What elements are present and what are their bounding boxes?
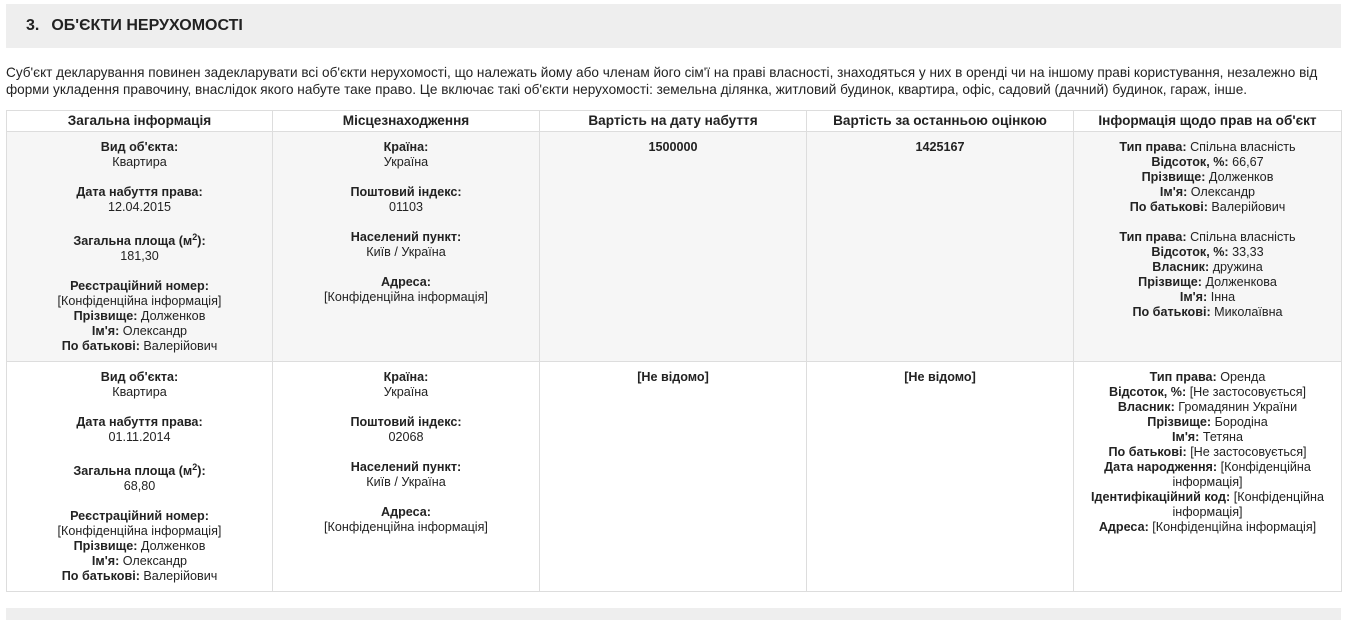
surname-label: Прізвище: [1147, 415, 1212, 429]
patronymic-value: Валерійович [1211, 200, 1286, 214]
postcode-label: Поштовий індекс: [350, 415, 462, 429]
surname-label: Прізвище: [1138, 275, 1202, 289]
next-section-header [6, 608, 1341, 620]
owner-value: Громадянин України [1178, 400, 1298, 414]
share-value: 33,33 [1232, 245, 1264, 259]
surname-value: Долженкова [1205, 275, 1277, 289]
address-label: Адреса: [381, 505, 431, 519]
name-value: Олександр [1190, 185, 1256, 199]
cost-acquisition-cell [540, 362, 807, 592]
locality-value: Київ / Україна [366, 475, 446, 489]
right-type-label: Тип права: [1119, 230, 1187, 244]
postcode-value: 02068 [388, 430, 424, 444]
acq-date-label: Дата набуття права: [76, 185, 203, 199]
col-rights-info: Інформація щодо прав на об'єкт [1074, 111, 1342, 132]
patronymic-value: Валерійович [143, 569, 218, 584]
patronymic-value: Валерійович [143, 339, 218, 354]
reg-number-value: [Конфіденційна інформація] [57, 524, 222, 539]
owner-label: Власник: [1117, 400, 1175, 414]
reg-number-label: Реєстраційний номер: [70, 509, 209, 524]
location-cell [273, 132, 540, 362]
country-value: Україна [383, 385, 429, 399]
postcode-value: 01103 [388, 200, 424, 214]
share-label: Відсоток, %: [1108, 385, 1187, 399]
cost-acquisition-value: [Не відомо] [637, 370, 709, 384]
reg-number-value: [Конфіденційна інформація] [57, 294, 222, 309]
reg-number-label: Реєстраційний номер: [70, 279, 209, 294]
patronymic-label: По батькові: [1108, 445, 1187, 459]
name-label: Ім'я: [91, 554, 120, 569]
rights-cell [1074, 132, 1342, 362]
rights-cell [1074, 362, 1342, 592]
right-entry [1080, 230, 1335, 320]
cost-acquisition-value: 1500000 [648, 140, 698, 154]
name-label: Ім'я: [91, 324, 120, 339]
address-value: [Конфіденційна інформація] [324, 520, 488, 534]
address-value: [Конфіденційна інформація] [324, 290, 488, 304]
right-type-value: Оренда [1220, 370, 1266, 384]
cost-evaluation-cell [807, 362, 1074, 592]
area-value: 181,30 [120, 249, 159, 264]
table-header-row [7, 111, 1342, 132]
general-info-cell [7, 362, 273, 592]
surname-value: Бородіна [1214, 415, 1268, 429]
table-row [7, 132, 1342, 362]
country-value: Україна [383, 155, 429, 169]
right-type-label: Тип права: [1149, 370, 1217, 384]
name-value: Олександр [122, 324, 188, 339]
surname-value: Долженков [140, 539, 206, 554]
name-value: Інна [1210, 290, 1236, 304]
right-entry [1080, 140, 1335, 215]
share-value: 66,67 [1232, 155, 1264, 169]
owner-label: Власник: [1152, 260, 1210, 274]
acq-date-label: Дата набуття права: [76, 415, 203, 429]
surname-value: Долженков [140, 309, 206, 324]
share-label: Відсоток, %: [1151, 155, 1229, 169]
col-location: Місцезнаходження [273, 111, 540, 132]
postcode-label: Поштовий індекс: [350, 185, 462, 199]
right-type-value: Спільна власність [1190, 230, 1296, 244]
acq-date-value: 12.04.2015 [107, 200, 172, 214]
object-type-label: Вид об'єкта: [100, 140, 179, 154]
cost-evaluation-value: [Не відомо] [904, 370, 976, 384]
object-type-label: Вид об'єкта: [100, 370, 179, 384]
section-header [6, 4, 1341, 48]
locality-label: Населений пункт: [350, 460, 462, 474]
object-type-value: Квартира [112, 155, 167, 169]
col-cost-acquisition: Вартість на дату набуття [540, 111, 807, 132]
right-entry [1080, 370, 1335, 535]
location-cell [273, 362, 540, 592]
section-title: ОБ'ЄКТИ НЕРУХОМОСТІ [51, 17, 243, 34]
object-type-value: Квартира [112, 385, 167, 399]
address-value: [Конфіденційна інформація] [1152, 520, 1317, 534]
country-label: Країна: [383, 370, 429, 384]
name-label: Ім'я: [1172, 430, 1200, 444]
birth-date-label: Дата народження: [1104, 460, 1218, 474]
address-label: Адреса: [1098, 520, 1149, 534]
area-label: Загальна площа $(м^2)$: [73, 462, 206, 479]
share-value: [Не застосовується] [1189, 385, 1307, 399]
col-cost-evaluation: Вартість за останньою оцінкою [807, 111, 1074, 132]
area-value: 68,80 [123, 479, 156, 494]
owner-value: дружина [1212, 260, 1263, 274]
locality-label: Населений пункт: [350, 230, 462, 244]
surname-value: Долженков [1208, 170, 1274, 184]
id-code-label: Ідентифікаційний код: [1090, 490, 1231, 504]
cost-evaluation-value: 1425167 [915, 140, 965, 154]
surname-label: Прізвище: [73, 539, 138, 554]
patronymic-label: По батькові: [61, 339, 140, 354]
acq-date-value: 01.11.2014 [108, 430, 171, 444]
general-info-cell [7, 132, 273, 362]
surname-label: Прізвище: [73, 309, 138, 324]
patronymic-label: По батькові: [1129, 200, 1208, 214]
col-general-info: Загальна інформація [7, 111, 273, 132]
right-type-value: Спільна власність [1190, 140, 1296, 154]
patronymic-value: Миколаївна [1214, 305, 1283, 319]
right-type-label: Тип права: [1119, 140, 1187, 154]
country-label: Країна: [383, 140, 429, 154]
patronymic-value: [Не застосовується] [1190, 445, 1307, 459]
area-label: Загальна площа $(м^2)$: [73, 232, 206, 249]
cost-acquisition-cell [540, 132, 807, 362]
patronymic-label: По батькові: [61, 569, 140, 584]
birth-date-value: [Конфіденційна інформація] [1172, 460, 1311, 489]
real-estate-table [6, 110, 1342, 592]
address-label: Адреса: [381, 275, 431, 289]
section-number: 3. [26, 17, 40, 34]
name-label: Ім'я: [1159, 185, 1188, 199]
name-label: Ім'я: [1179, 290, 1208, 304]
locality-value: Київ / Україна [366, 245, 446, 259]
id-code-value: [Конфіденційна інформація] [1172, 490, 1325, 519]
share-label: Відсоток, %: [1151, 245, 1229, 259]
table-row [7, 362, 1342, 592]
cost-evaluation-cell [807, 132, 1074, 362]
name-value: Олександр [122, 554, 188, 569]
section-intro: Суб'єкт декларування повинен задекларувати всі об'єкти нерухомості, що належать йому або членам його сім'ї на праві власності, знаходяться у них в оренді чи на іншому праві користування, незалежно від форми укладення правочину, внаслідок якого набуте таке право. Це включає такі об'єкти нерухомості: земельна ділянка, житловий будинок, квартира, офіс, садовий (дачний) будинок, гараж, інше. [6, 65, 1318, 97]
surname-label: Прізвище: [1141, 170, 1206, 184]
patronymic-label: По батькові: [1132, 305, 1211, 319]
name-value: Тетяна [1202, 430, 1243, 444]
